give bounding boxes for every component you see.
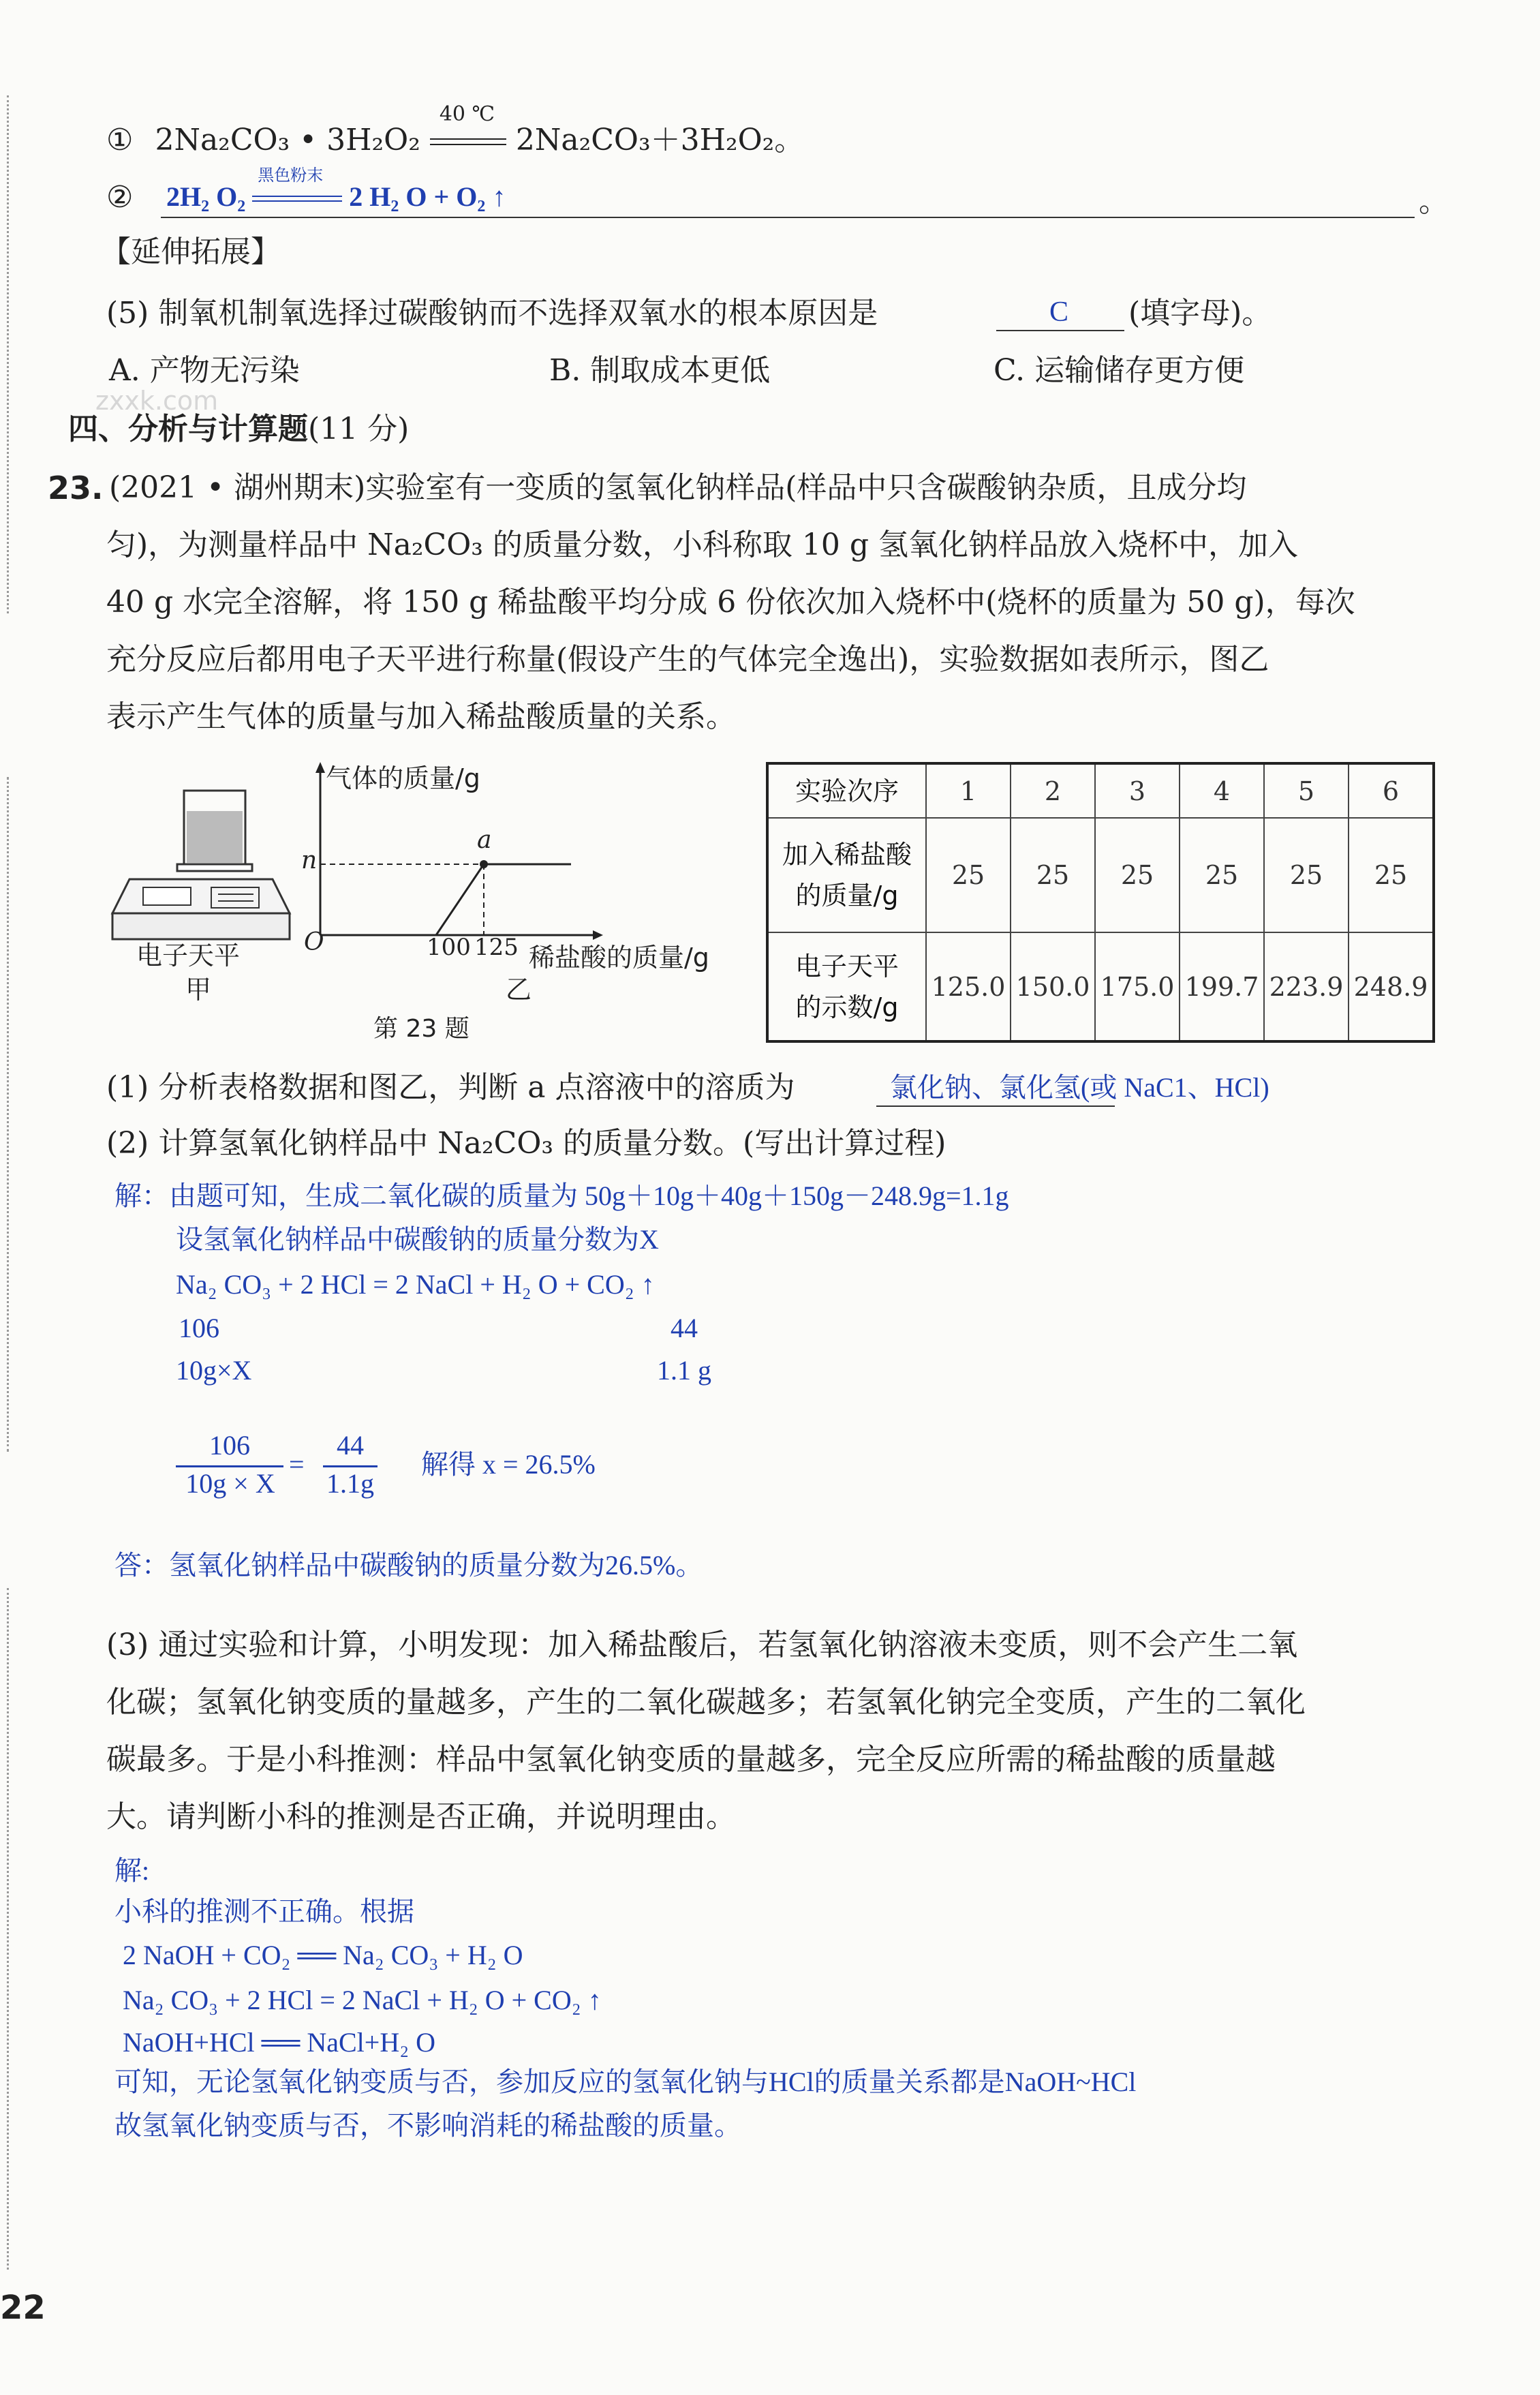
q3-line-1: (3) 通过实验和计算，小明发现：加入稀盐酸后，若氢氧化钠溶液未变质，则不会产生二氧 <box>106 1628 1298 1662</box>
n-label: n <box>301 846 318 874</box>
solution-2-result: 解得 x = 26.5% <box>421 1449 596 1480</box>
q5-answer: C <box>1049 296 1069 328</box>
figure-caption: 第 23 题 <box>373 1015 469 1043</box>
table-row-label: 电子天平 的示数/g <box>767 932 926 1041</box>
equals-sign: = <box>289 1449 305 1480</box>
fraction-2-denominator: 1.1g <box>326 1468 374 1499</box>
experiment-data-table <box>766 762 1435 1043</box>
q23-line-3: 40 g 水完全溶解，将 150 g 稀盐酸平均分成 6 份依次加入烧杯中(烧杯的质量为 50 g)，每次 <box>106 585 1355 620</box>
solution-3-equation-3: NaOH+HCl ══ NaCl+H₂ O <box>123 2027 436 2058</box>
fraction-1-denominator: 10g × X <box>185 1468 275 1499</box>
answer-underline <box>996 330 1124 331</box>
question-2: (2) 计算氢氧化钠样品中 Na₂CO₃ 的质量分数。(写出计算过程) <box>106 1126 946 1161</box>
molar-mass-2: 44 <box>671 1313 698 1343</box>
figure-label-balance: 电子天平 <box>136 941 241 971</box>
solution-3-line-1: 解: <box>114 1855 150 1886</box>
q3-line-4: 大。请判断小科的推测是否正确，并说明理由。 <box>106 1799 736 1834</box>
question-5-tail: (填字母)。 <box>1128 296 1272 331</box>
y-axis-label: 气体的质量/g <box>326 763 480 793</box>
solution-3-line-7: 故氢氧化钠变质与否，不影响消耗的稀盐酸的质量。 <box>114 2110 741 2141</box>
table-cell: 223.9 <box>1264 932 1349 1041</box>
period: 。 <box>1419 184 1449 219</box>
question-1: (1) 分析表格数据和图乙，判断 a 点溶液中的溶质为 <box>106 1070 795 1105</box>
binding-margin-line <box>7 95 9 613</box>
q23-line-4: 充分反应后都用电子天平进行称量(假设产生的气体完全逸出)，实验数据如表所示，图乙 <box>106 642 1269 677</box>
option-b: B. 制取成本更低 <box>549 353 771 388</box>
answer-underline <box>161 217 1415 218</box>
watermark: zxxk.com <box>95 386 219 416</box>
equation-1: ① 2Na₂CO₃ • 3H₂O₂ 40 ℃ 2Na₂CO₃＋3H₂O₂。 <box>106 102 805 157</box>
option-c: C. 运输储存更方便 <box>994 353 1245 388</box>
option-a: A. 产物无污染 <box>109 353 300 388</box>
table-col-header: 4 <box>1180 763 1264 818</box>
reaction-condition: 40 ℃ <box>439 102 495 126</box>
q23-line-1: (2021 • 湖州期末)实验室有一变质的氢氧化钠样品(样品中只含碳酸钠杂质，且成分均 <box>109 470 1247 505</box>
solution-2-answer: 答：氢氧化钠样品中碳酸钠的质量分数为26.5%。 <box>114 1550 703 1581</box>
binding-margin-line <box>7 777 9 1452</box>
figure-label-jia: 甲 <box>185 975 212 1005</box>
answer-underline <box>876 1105 1115 1107</box>
solution-2-equation: Na₂ CO₃ + 2 HCl = 2 NaCl + H₂ O + CO₂ ↑ <box>176 1269 655 1300</box>
table-cell: 199.7 <box>1180 932 1264 1041</box>
page-number: 22 <box>0 2289 46 2327</box>
table-col-header: 1 <box>926 763 1011 818</box>
molar-mass-1: 106 <box>179 1313 219 1343</box>
q1-answer: 氯化钠、氯化氢(或 NaC1、HCl) <box>890 1072 1269 1103</box>
q3-line-2: 化碳；氢氧化钠变质的量越多，产生的二氧化碳越多；若氢氧化钠完全变质，产生的二氧化 <box>106 1685 1306 1720</box>
solution-3-equation-1: 2 NaOH + CO₂ ══ Na₂ CO₃ + H₂ O <box>123 1940 523 1970</box>
solution-3-equation-2: Na₂ CO₃ + 2 HCl = 2 NaCl + H₂ O + CO₂ ↑ <box>123 1985 602 2015</box>
value-2: 1.1 g <box>657 1355 711 1386</box>
table-col-header: 2 <box>1011 763 1095 818</box>
section-heading-extension: 【延伸拓展】 <box>101 234 281 269</box>
solution-3-line-2: 小科的推测不正确。根据 <box>114 1896 414 1927</box>
table-cell: 175.0 <box>1095 932 1180 1041</box>
figure-label-yi: 乙 <box>506 975 532 1005</box>
fraction-1-numerator: 106 <box>209 1430 250 1461</box>
table-cell: 25 <box>1011 818 1095 932</box>
table-col-header: 3 <box>1095 763 1180 818</box>
equation-2-answer: 2H₂ O₂ 黑色粉末 2 H₂ O + O₂ ↑ <box>166 166 506 212</box>
question-5: (5) 制氧机制氧选择过碳酸钠而不选择双氧水的根本原因是 <box>106 296 878 331</box>
q23-line-2: 匀)，为测量样品中 Na₂CO₃ 的质量分数，小科称取 10 g 氢氧化钠样品放入烧杯中，加入 <box>106 528 1298 562</box>
section-title: 四、分析与计算题(11 分) <box>68 412 410 446</box>
a-label: a <box>477 826 492 854</box>
x-axis-label: 稀盐酸的质量/g <box>529 943 709 973</box>
question-number: 23. <box>48 470 104 506</box>
table-cell: 25 <box>926 818 1011 932</box>
rising-line <box>436 864 484 935</box>
table-cell: 25 <box>1349 818 1434 932</box>
x-tick-100: 100 <box>427 934 471 961</box>
table-cell: 150.0 <box>1011 932 1095 1041</box>
table-cell: 25 <box>1264 818 1349 932</box>
binding-margin-line <box>7 1588 9 2270</box>
table-col-header: 5 <box>1264 763 1349 818</box>
table-cell: 248.9 <box>1349 932 1434 1041</box>
table-cell: 125.0 <box>926 932 1011 1041</box>
table-col-header: 6 <box>1349 763 1434 818</box>
reaction-condition: 黑色粉末 <box>258 166 324 185</box>
q23-line-5: 表示产生气体的质量与加入稀盐酸质量的关系。 <box>106 699 736 734</box>
solution-3-line-6: 可知，无论氢氧化钠变质与否，参加反应的氢氧化钠与HCl的质量关系都是NaOH~HCl <box>114 2066 1137 2097</box>
fraction-2-numerator: 44 <box>337 1430 364 1461</box>
solution-2-line-1: 解：由题可知，生成二氧化碳的质量为 50g＋10g＋40g＋150g－248.9g=1.1g <box>114 1180 1009 1211</box>
equation-2: ② <box>106 180 134 215</box>
table-row-label: 加入稀盐酸 的质量/g <box>767 818 926 932</box>
table-cell: 25 <box>1180 818 1264 932</box>
value-1: 10g×X <box>176 1355 252 1386</box>
origin-label: O <box>304 928 324 956</box>
table-cell: 25 <box>1095 818 1180 932</box>
table-header-label: 实验次序 <box>767 763 926 818</box>
x-tick-125: 125 <box>474 934 519 961</box>
point-a <box>480 860 488 868</box>
q3-line-3: 碳最多。于是小科推测：样品中氢氧化钠变质的量越多，完全反应所需的稀盐酸的质量越 <box>106 1742 1276 1777</box>
solution-2-line-2: 设氢氧化钠样品中碳酸钠的质量分数为X <box>176 1224 659 1255</box>
